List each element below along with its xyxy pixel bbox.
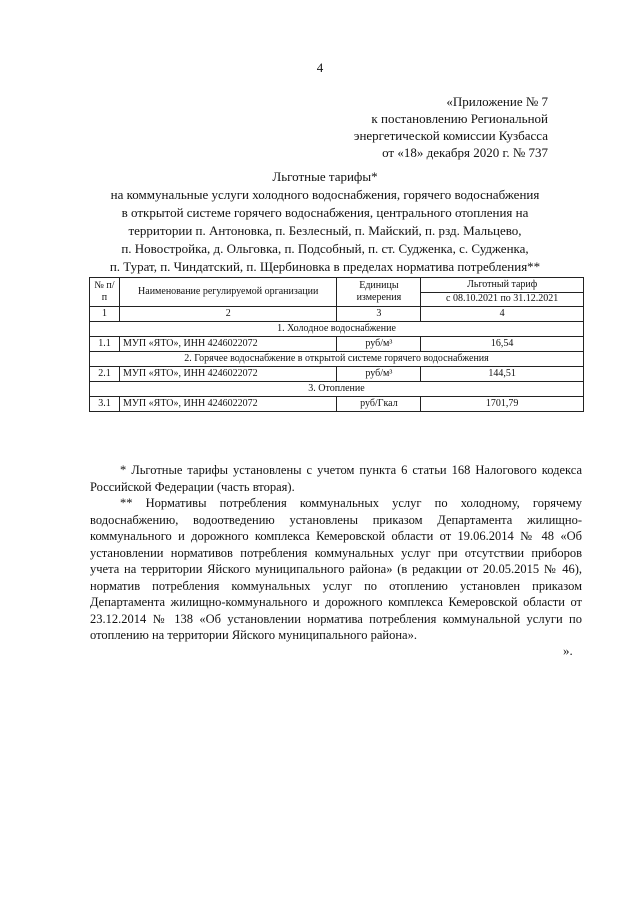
table-row: [90, 367, 584, 382]
row-value: 1701,79: [421, 397, 584, 412]
section-title: 1. Холодное водоснабжение: [90, 322, 584, 337]
row-unit: руб/м³: [337, 337, 421, 352]
title-line: п. Турат, п. Чиндатский, п. Щербиновка в пределах норматива потребления**: [109, 259, 541, 274]
colnum-cell: 4: [421, 307, 584, 322]
row-value: 16,54: [421, 337, 584, 352]
annex-line: энергетической комиссии Кузбасса: [353, 128, 548, 143]
row-num: 3.1: [90, 397, 120, 412]
section-row: [90, 382, 584, 397]
table-colnum-row: [90, 307, 584, 322]
title-line: п. Новостройка, д. Ольговка, п. Подсобный, п. ст. Судженка, с. Судженка,: [121, 241, 529, 256]
row-org: МУП «ЯТО», ИНН 4246022072: [119, 337, 337, 352]
title-line: на коммунальные услуги холодного водоснабжения, горячего водоснабжения: [110, 187, 540, 202]
header-tariff-title: Льготный тариф: [421, 279, 583, 293]
row-num: 1.1: [90, 337, 120, 352]
row-value: 144,51: [421, 367, 584, 382]
row-unit: руб/м³: [337, 367, 421, 382]
closing-quote: ».: [563, 643, 573, 658]
header-unit: Единицы измерения: [337, 278, 421, 307]
colnum-cell: 2: [119, 307, 337, 322]
section-row: [90, 352, 584, 367]
annex-line: к постановлению Региональной: [371, 111, 548, 126]
section-row: [90, 322, 584, 337]
header-org: Наименование регулируемой организации: [119, 278, 337, 307]
row-unit: руб/Гкал: [337, 397, 421, 412]
header-num: № п/п: [90, 278, 120, 307]
header-tariff-period: с 08.10.2021 по 31.12.2021: [446, 293, 559, 304]
annex-line: «Приложение № 7: [446, 94, 548, 109]
row-org: МУП «ЯТО», ИНН 4246022072: [119, 367, 337, 382]
table-header-row: [90, 278, 584, 307]
colnum-cell: 3: [337, 307, 421, 322]
header-tariff: [421, 278, 584, 307]
section-title: 2. Горячее водоснабжение в открытой системе горячего водоснабжения: [90, 352, 584, 367]
footnote-1: * Льготные тарифы установлены с учетом пункта 6 статьи 168 Налогового кодекса Российской Федерации (часть вторая).: [90, 463, 582, 494]
tariff-table: [89, 277, 584, 412]
row-org: МУП «ЯТО», ИНН 4246022072: [119, 397, 337, 412]
table-row: [90, 397, 584, 412]
title-line: территории п. Антоновка, п. Безлесный, п. Майский, п. рзд. Мальцево,: [128, 223, 522, 238]
title-line: в открытой системе горячего водоснабжения, центрального отопления на: [121, 205, 529, 220]
section-title: 3. Отопление: [90, 382, 584, 397]
footnote-2: ** Нормативы потребления коммунальных услуг по холодному, горячему водоснабжению, водоотведению установлены приказом Департамента жилищно-коммунального и дорожного комплекса Кемеровской области от 19.06.2014 № 48 «Об установлении нормативов потребления коммунальных услуг при отсутствии приборов учета на территории Яйского муниципального района» (в редакции от 20.05.2015 № 46), норматив потребления коммунальных услуг по отоплению установлен приказом Департамента жилищно-коммунального и дорожного комплекса Кемеровской области от 23.12.2014 № 138 «Об установлении норматива потребления коммунальной услуги по отоплению на территории Яйского муниципального района».: [90, 496, 582, 642]
row-num: 2.1: [90, 367, 120, 382]
document-title: [60, 168, 590, 276]
title-line: Льготные тарифы*: [272, 169, 378, 184]
annex-line: от «18» декабря 2020 г. № 737: [382, 145, 548, 160]
page-number: 4: [316, 60, 324, 75]
footnotes: [90, 462, 582, 644]
table-row: [90, 337, 584, 352]
annex-header: [308, 93, 548, 161]
colnum-cell: 1: [90, 307, 120, 322]
